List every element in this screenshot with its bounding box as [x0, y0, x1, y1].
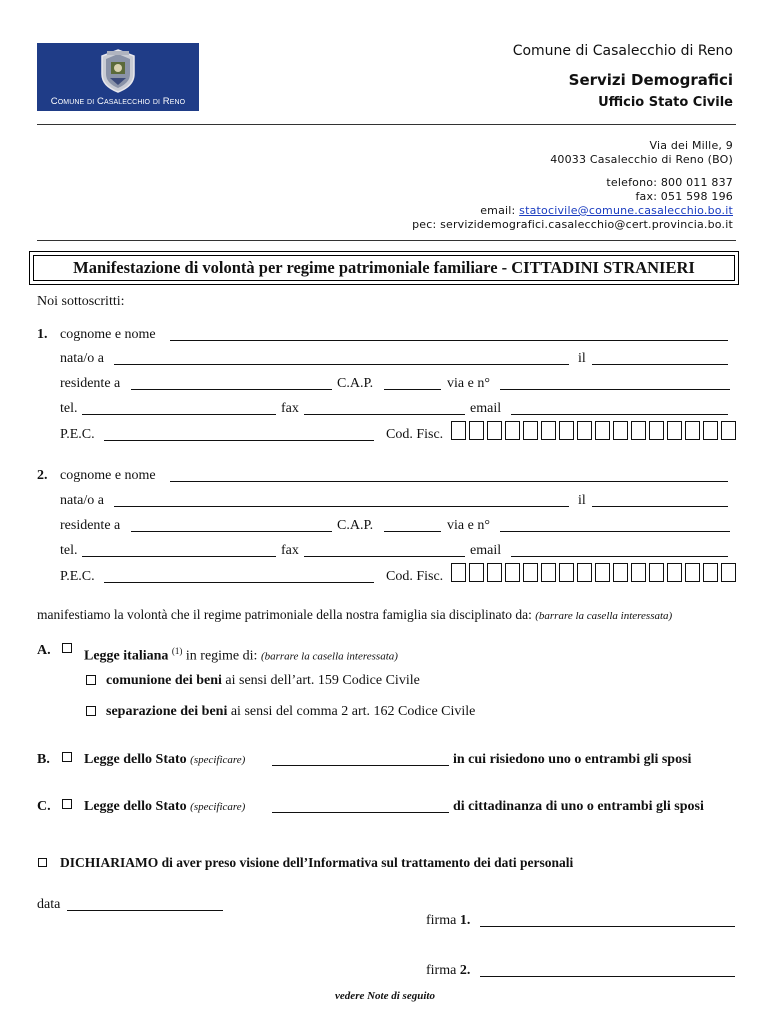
person-2-fax-label: fax — [281, 543, 299, 558]
person-1-number: 1. — [37, 327, 48, 342]
firma-1-row — [426, 913, 470, 929]
person-1-codfisc-boxes[interactable] — [451, 421, 739, 440]
contact-block — [412, 176, 733, 232]
person-1-fax-field[interactable] — [304, 414, 465, 415]
person-1-cognome-label: cognome e nome — [60, 327, 156, 342]
person-1-cap-field[interactable] — [384, 389, 441, 390]
contact-pec: pec: servizidemografici.casalecchio@cert.provincia.bo.it — [412, 218, 733, 231]
intro-text: Noi sottoscritti: — [37, 294, 125, 309]
firma-2-number: 2. — [459, 963, 471, 978]
option-a-note: (barrare la casella interessata) — [260, 650, 398, 663]
person-1-nata-field[interactable] — [114, 364, 569, 365]
person-2-cognome-label: cognome e nome — [60, 468, 156, 483]
comunione-text: ai sensi dell’art. 159 Codice Civile — [225, 673, 420, 688]
person-2-codfisc-boxes[interactable] — [451, 563, 739, 582]
person-2-tel-field[interactable] — [82, 556, 276, 557]
header-ufficio: Ufficio Stato Civile — [598, 95, 733, 110]
comunione-checkbox[interactable] — [86, 675, 96, 685]
option-a-letter: A. — [37, 643, 51, 658]
address-city: 40033 Casalecchio di Reno (BO) — [550, 153, 733, 166]
person-1-via-label: via e n° — [447, 376, 490, 391]
data-field[interactable] — [67, 910, 223, 911]
option-b-checkbox[interactable] — [62, 752, 72, 762]
option-c-letter: C. — [37, 799, 51, 814]
header-comune: Comune di Casalecchio di Reno — [512, 43, 733, 59]
firma-2-row — [426, 963, 470, 979]
option-a-checkbox[interactable] — [62, 643, 72, 653]
option-b-specify: (specificare) — [190, 754, 246, 766]
person-1-via-field[interactable] — [500, 389, 730, 390]
person-2-nata-field[interactable] — [114, 506, 569, 507]
option-c-field[interactable] — [272, 812, 449, 813]
separazione-text: ai sensi del comma 2 art. 162 Codice Civile — [230, 704, 476, 719]
option-c-checkbox[interactable] — [62, 799, 72, 809]
footer-note: vedere Note di seguito — [335, 990, 435, 1002]
contact-email-row — [412, 204, 733, 218]
person-1-codfisc-label: Cod. Fisc. — [386, 427, 444, 442]
person-1-email-field[interactable] — [511, 414, 728, 415]
email-label: email: — [480, 204, 516, 217]
separazione-label: separazione dei beni — [106, 704, 228, 719]
option-c-specify: (specificare) — [190, 801, 246, 813]
address-street: Via dei Mille, 9 — [649, 139, 733, 152]
person-2-pec-field[interactable] — [104, 582, 374, 583]
option-a-row — [84, 643, 398, 665]
separazione-row — [106, 704, 475, 720]
title-box — [29, 251, 739, 285]
data-label: data — [37, 897, 61, 912]
person-2-residente-field[interactable] — [131, 531, 332, 532]
person-1-cap-label: C.A.P. — [337, 376, 374, 391]
option-b-label: Legge dello Stato — [84, 752, 187, 767]
person-2-nata-label: nata/o a — [60, 493, 104, 508]
person-2-via-label: via e n° — [447, 518, 490, 533]
logo-text: Comune di Casalecchio di Reno — [50, 96, 186, 107]
person-1-pec-label: P.E.C. — [60, 427, 95, 442]
firma-1-number: 1. — [459, 913, 471, 928]
declaration-text: DICHIARIAMO di aver preso visione dell’Informativa sul trattamento dei dati personali — [60, 855, 574, 870]
person-2-email-field[interactable] — [511, 556, 728, 557]
option-c-row — [84, 799, 245, 815]
comunione-row — [106, 673, 420, 689]
address-block — [550, 139, 733, 167]
option-a-text: in regime di: — [185, 648, 258, 664]
option-a-footnote: (1) — [171, 646, 183, 656]
firma-2-label: firma — [426, 963, 457, 978]
firma-1-label: firma — [426, 913, 457, 928]
person-2-tel-label: tel. — [60, 543, 78, 558]
person-1-cognome-field[interactable] — [170, 340, 728, 341]
person-1-residente-label: residente a — [60, 376, 121, 391]
option-a-label: Legge italiana — [84, 648, 169, 664]
option-c-label: Legge dello Stato — [84, 799, 187, 814]
person-1-residente-field[interactable] — [131, 389, 332, 390]
separazione-checkbox[interactable] — [86, 706, 96, 716]
municipality-logo — [37, 43, 199, 111]
firma-1-field[interactable] — [480, 926, 735, 927]
person-2-email-label: email — [470, 543, 502, 558]
person-1-email-label: email — [470, 401, 502, 416]
person-1-tel-field[interactable] — [82, 414, 276, 415]
person-2-fax-field[interactable] — [304, 556, 465, 557]
person-2-residente-label: residente a — [60, 518, 121, 533]
comunione-label: comunione dei beni — [106, 673, 222, 688]
coat-of-arms-icon — [98, 48, 138, 94]
person-1-tel-label: tel. — [60, 401, 78, 416]
address-divider — [37, 240, 736, 241]
option-c-rest: di cittadinanza di uno o entrambi gli sposi — [453, 799, 704, 814]
option-b-row — [84, 752, 245, 768]
contact-fax: fax: 051 598 196 — [635, 190, 733, 203]
option-b-letter: B. — [37, 752, 50, 767]
option-b-field[interactable] — [272, 765, 449, 766]
person-1-fax-label: fax — [281, 401, 299, 416]
header-divider — [37, 124, 736, 125]
person-1-il-field[interactable] — [592, 364, 728, 365]
person-2-number: 2. — [37, 468, 48, 483]
form-title: Manifestazione di volontà per regime patrimoniale familiare - CITTADINI STRANIERI — [33, 255, 735, 281]
person-2-codfisc-label: Cod. Fisc. — [386, 569, 444, 584]
option-b-rest: in cui risiedono uno o entrambi gli sposi — [453, 752, 692, 767]
header-servizi: Servizi Demografici — [568, 71, 733, 89]
person-1-nata-label: nata/o a — [60, 351, 104, 366]
declaration-checkbox[interactable] — [38, 858, 47, 867]
person-2-cap-field[interactable] — [384, 531, 441, 532]
person-2-il-field[interactable] — [592, 506, 728, 507]
person-2-cognome-field[interactable] — [170, 481, 728, 482]
person-1-pec-field[interactable] — [104, 440, 374, 441]
person-2-cap-label: C.A.P. — [337, 518, 374, 533]
manifest-main: manifestiamo la volontà che il regime patrimoniale della nostra famiglia sia disciplinato da: — [37, 607, 532, 622]
manifest-text — [37, 607, 672, 624]
firma-2-field[interactable] — [480, 976, 735, 977]
person-1-il-label: il — [578, 351, 586, 366]
manifest-note: (barrare la casella interessata) — [535, 610, 673, 622]
person-2-pec-label: P.E.C. — [60, 569, 95, 584]
contact-telefono: telefono: 800 011 837 — [606, 176, 733, 189]
email-link[interactable]: statocivile@comune.casalecchio.bo.it — [519, 204, 733, 217]
person-2-via-field[interactable] — [500, 531, 730, 532]
person-2-il-label: il — [578, 493, 586, 508]
